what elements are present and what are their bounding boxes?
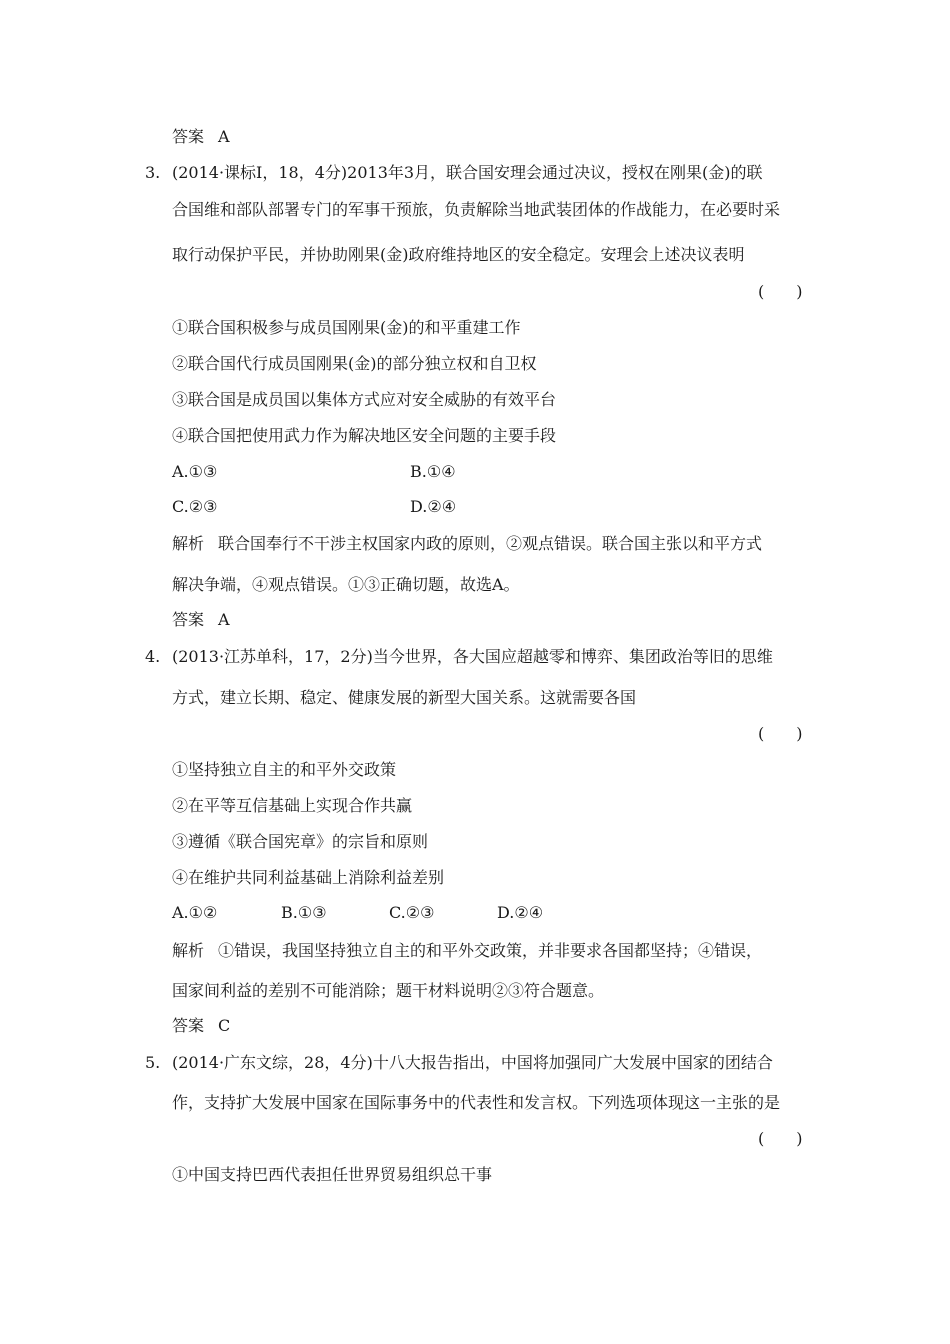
answer-label: 答案 <box>172 1016 205 1035</box>
analysis-label: 解析 <box>172 534 205 553</box>
q3-number: 3. <box>145 163 161 182</box>
q3-option-c: C.②③ <box>172 497 218 516</box>
q4-number: 4. <box>145 647 161 666</box>
q5-statement-1: ①中国支持巴西代表担任世界贸易组织总干事 <box>172 1165 493 1184</box>
q3-answer-line <box>172 610 230 630</box>
q4-statement-4: ④在维护共同利益基础上消除利益差别 <box>172 868 445 887</box>
q3-analysis-line-1 <box>172 534 762 554</box>
q5-stem-line-2: 作，支持扩大发展中国家在国际事务中的代表性和发言权。下列选项体现这一主张的是 <box>172 1093 781 1112</box>
q3-stem-line-3: 取行动保护平民，并协助刚果(金)政府维持地区的安全稳定。安理会上述决议表明 <box>172 245 745 264</box>
q2-answer-line <box>172 127 230 147</box>
q4-stem-line-1: (2013·江苏单科，17，2分)当今世界，各大国应超越零和博弈、集团政治等旧的思维 <box>172 647 773 666</box>
analysis-text: ①错误，我国坚持独立自主的和平外交政策，并非要求各国都坚持；④错误， <box>218 941 763 960</box>
answer-label: 答案 <box>172 610 205 629</box>
q4-option-d: D.②④ <box>497 903 544 922</box>
q4-statement-3: ③遵循《联合国宪章》的宗旨和原则 <box>172 832 429 851</box>
q4-answer-line <box>172 1016 230 1036</box>
analysis-label: 解析 <box>172 941 205 960</box>
q3-analysis-line-2: 解决争端，④观点错误。①③正确切题，故选A。 <box>172 575 520 594</box>
q3-stem-line-2: 合国维和部队部署专门的军事干预旅，负责解除当地武装团体的作战能力，在必要时采 <box>172 200 781 219</box>
q3-stem-line-1: (2014·课标Ⅰ，18，4分)2013年3月，联合国安理会通过决议，授权在刚果(金)的联 <box>172 163 763 182</box>
q4-statement-2: ②在平等互信基础上实现合作共赢 <box>172 796 413 815</box>
answer-label: 答案 <box>172 127 205 146</box>
q4-statement-1: ①坚持独立自主的和平外交政策 <box>172 760 397 779</box>
q3-option-b: B.①④ <box>410 462 456 481</box>
q4-option-a: A.①② <box>172 903 218 922</box>
q4-stem-line-2: 方式，建立长期、稳定、健康发展的新型大国关系。这就需要各国 <box>172 688 637 707</box>
q3-statement-1: ①联合国积极参与成员国刚果(金)的和平重建工作 <box>172 318 521 337</box>
answer-value: A <box>218 610 230 629</box>
q3-option-d: D.②④ <box>410 497 457 516</box>
q4-analysis-line-2: 国家间利益的差别不可能消除；题干材料说明②③符合题意。 <box>172 981 605 1000</box>
answer-value: C <box>218 1016 231 1035</box>
q3-answer-paren: ( ) <box>758 282 803 301</box>
q3-statement-4: ④联合国把使用武力作为解决地区安全问题的主要手段 <box>172 426 557 445</box>
q3-option-a: A.①③ <box>172 462 218 481</box>
analysis-text: 联合国奉行不干涉主权国家内政的原则，②观点错误。联合国主张以和平方式 <box>218 534 763 553</box>
q4-analysis-line-1 <box>172 941 762 961</box>
q4-answer-paren: ( ) <box>758 724 803 743</box>
q3-statement-2: ②联合国代行成员国刚果(金)的部分独立权和自卫权 <box>172 354 537 373</box>
answer-value: A <box>218 127 230 146</box>
q5-number: 5. <box>145 1053 161 1072</box>
q5-stem-line-1: (2014·广东文综，28，4分)十八大报告指出，中国将加强同广大发展中国家的团结合 <box>172 1053 773 1072</box>
q3-statement-3: ③联合国是成员国以集体方式应对安全威胁的有效平台 <box>172 390 557 409</box>
q4-option-b: B.①③ <box>281 903 327 922</box>
q5-answer-paren: ( ) <box>758 1129 803 1148</box>
q4-option-c: C.②③ <box>389 903 435 922</box>
